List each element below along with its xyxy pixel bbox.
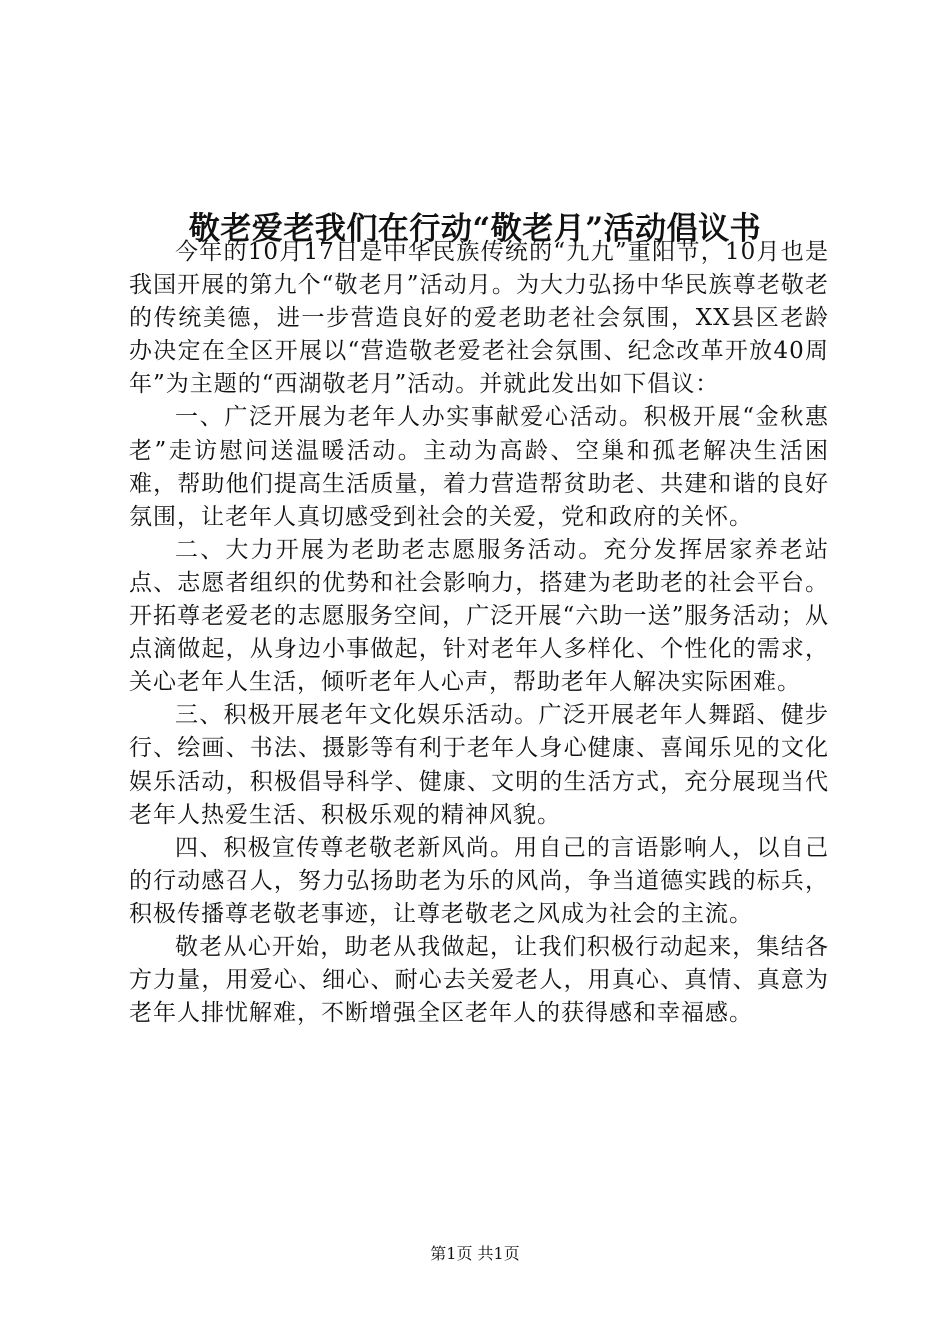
paragraph-intro: 今年的10月17日是中华民族传统的“九九”重阳节，10月也是我国开展的第九个“敬老月”活动月。为大力弘扬中华民族尊老敬老的传统美德，进一步营造良好的爱老助老社会氛围，XX县区老龄办决定在全区开展以“营造敬老爱老社会氛围、纪念改革开放40周年”为主题的“西湖敬老月”活动。并就此发出如下倡议： xyxy=(129,239,829,398)
paragraph-proposal-4: 四、积极宣传尊老敬老新风尚。用自己的言语影响人，以自己的行动感召人，努力弘扬助老为乐的风尚，争当道德实践的标兵，积极传播尊老敬老事迹，让尊老敬老之风成为社会的主流。 xyxy=(129,834,829,927)
document-title: 敬老爱老我们在行动“敬老月”活动倡议书 xyxy=(188,210,762,247)
paragraph-proposal-3: 三、积极开展老年文化娱乐活动。广泛开展老年人舞蹈、健步行、绘画、书法、摄影等有利于老年人身心健康、喜闻乐见的文化娱乐活动，积极倡导科学、健康、文明的生活方式，充分展现当代老年人热爱生活、积极乐观的精神风貌。 xyxy=(129,702,829,828)
paragraph-proposal-2: 二、大力开展为老助老志愿服务活动。充分发挥居家养老站点、志愿者组织的优势和社会影响力，搭建为老助老的社会平台。开拓尊老爱老的志愿服务空间，广泛开展“六助一送”服务活动；从点滴做起，从身边小事做起，针对老年人多样化、个性化的需求，关心老年人生活，倾听老年人心声，帮助老年人解决实际困难。 xyxy=(129,536,829,696)
page-number-footer: 第1页 共1页 xyxy=(430,1244,520,1263)
paragraph-proposal-1: 一、广泛开展为老年人办实事献爱心活动。积极开展“金秋惠老”走访慰问送温暖活动。主动为高龄、空巢和孤老解决生活困难，帮助他们提高生活质量，着力营造帮贫助老、共建和谐的良好氛围，让老年人真切感受到社会的关爱，党和政府的关怀。 xyxy=(129,404,829,530)
document-body xyxy=(129,236,829,1030)
paragraph-closing: 敬老从心开始，助老从我做起，让我们积极行动起来，集结各方力量，用爱心、细心、耐心去关爱老人，用真心、真情、真意为老年人排忧解难，不断增强全区老年人的获得感和幸福感。 xyxy=(129,933,829,1027)
